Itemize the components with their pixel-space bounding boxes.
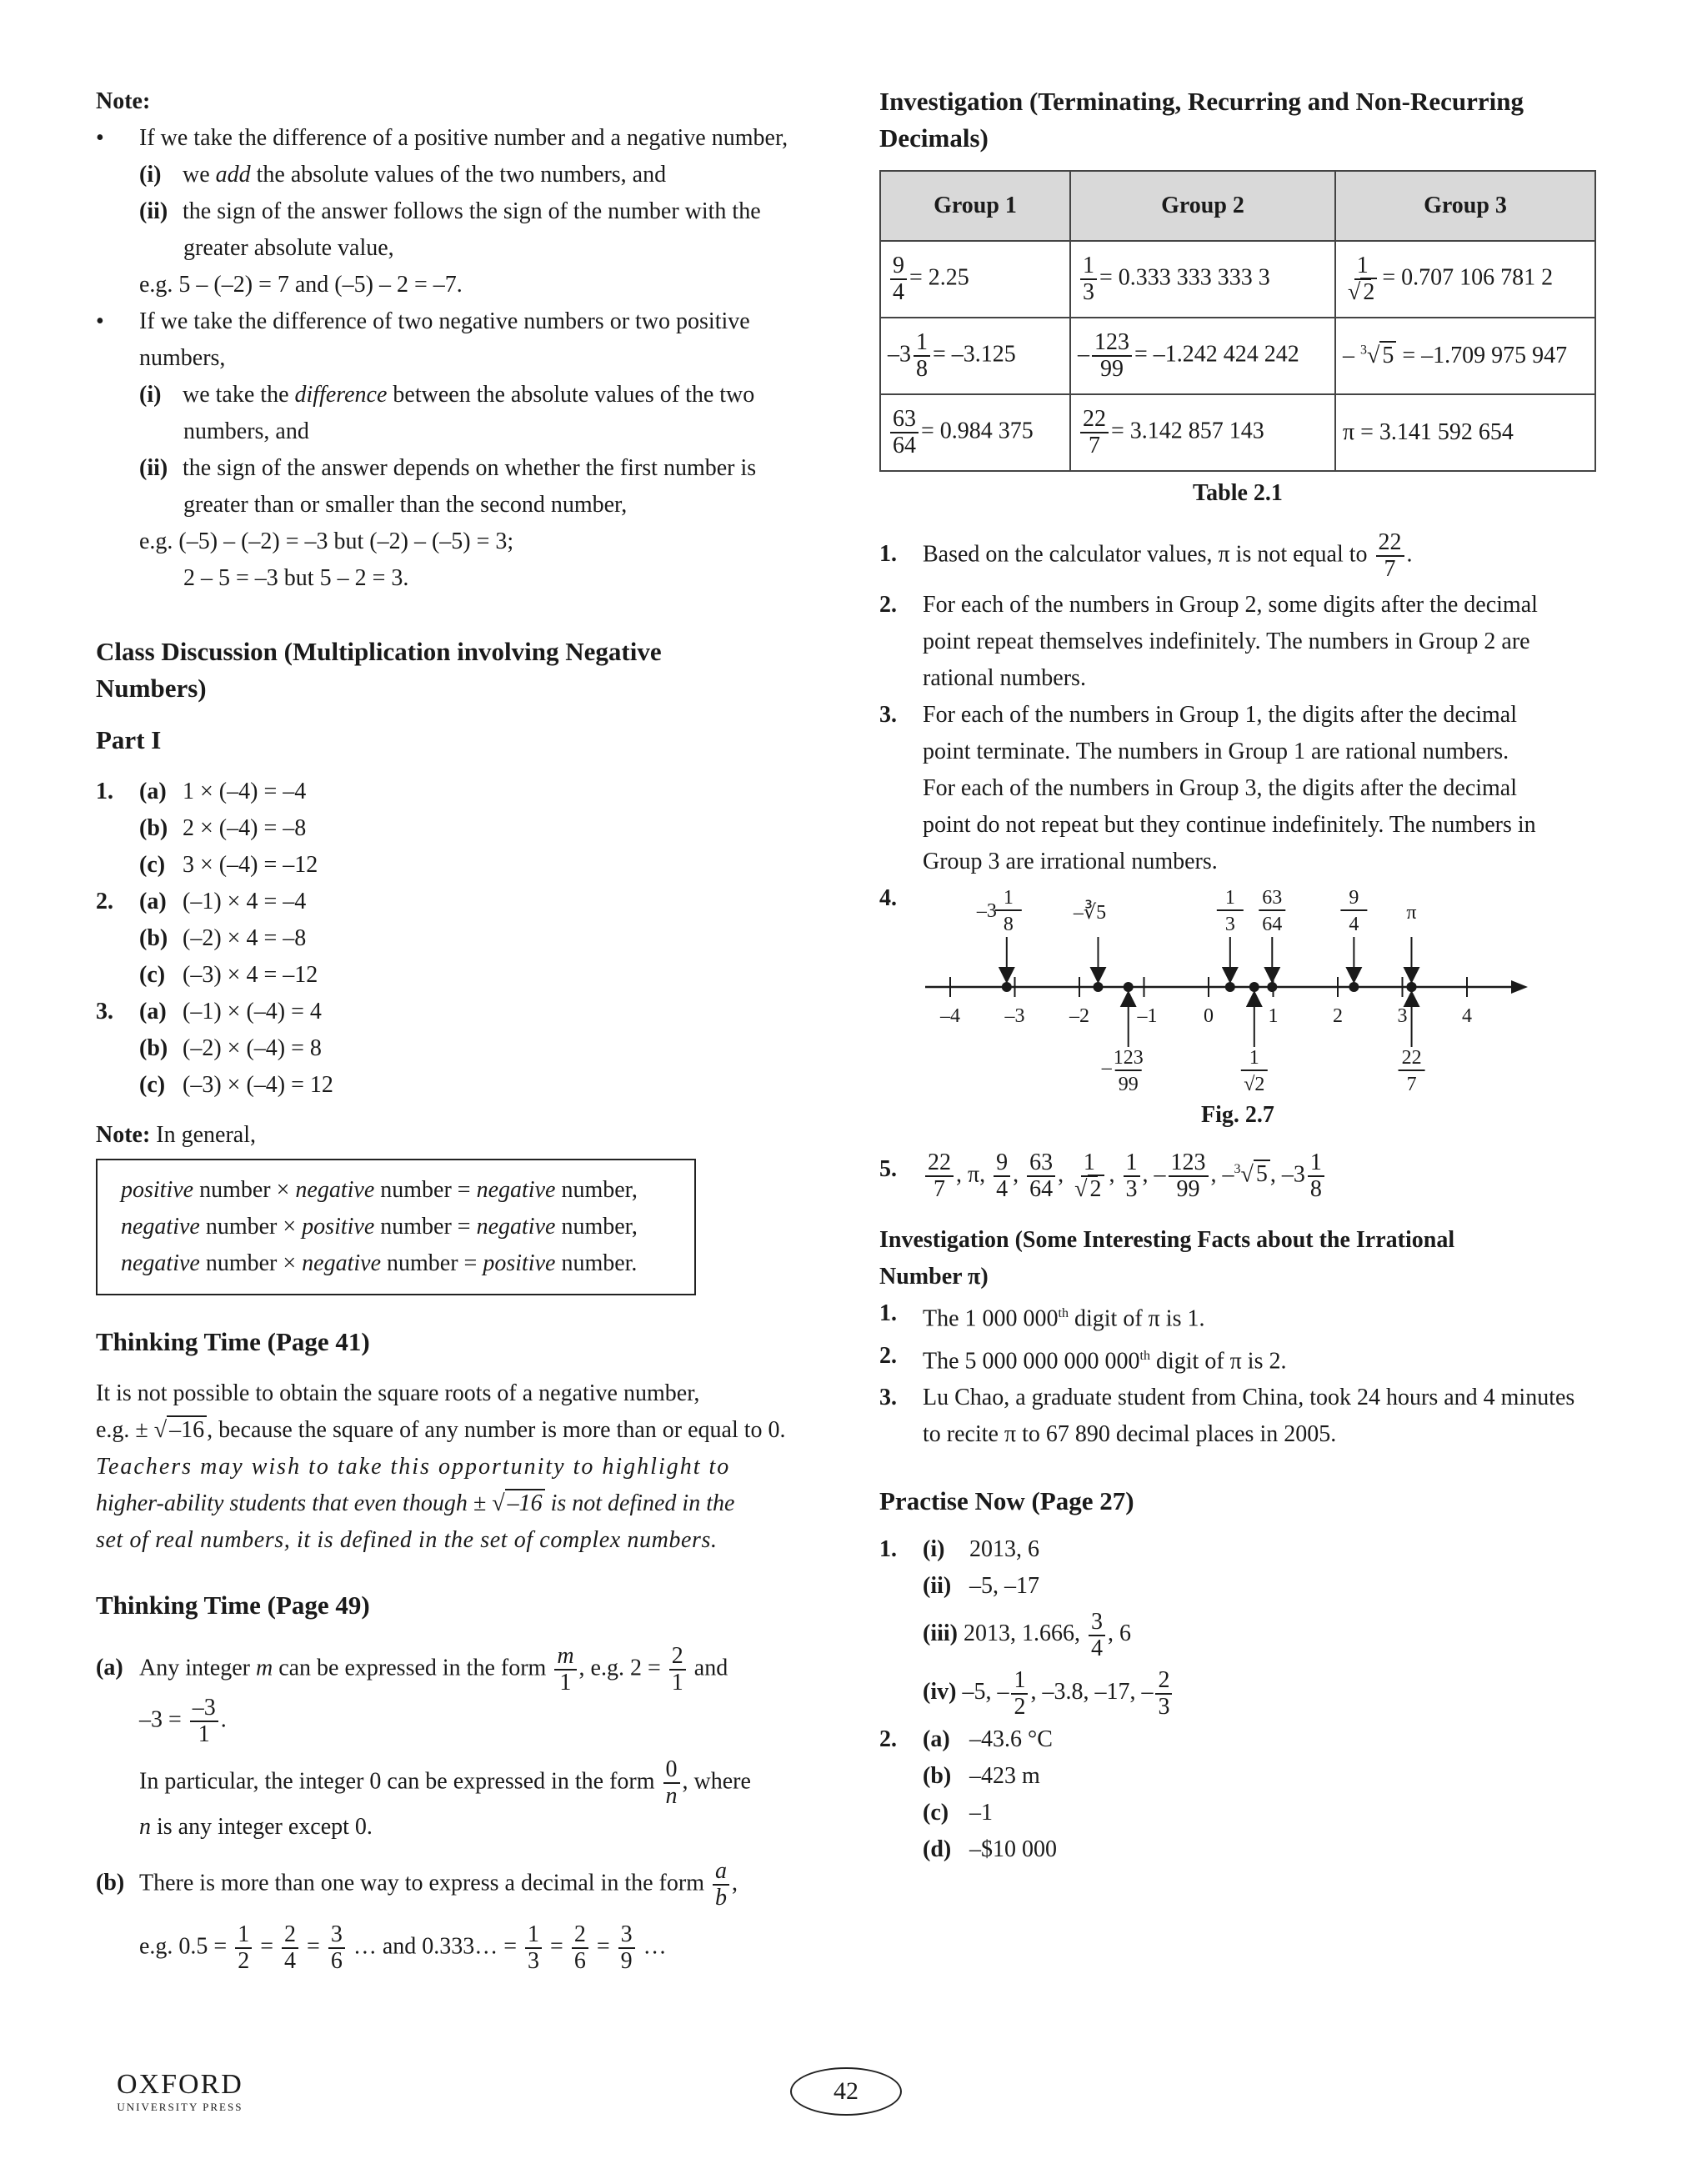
number-line-label-denominator: 7 [1406, 1074, 1417, 1095]
investigation-title-2: Decimals) [879, 123, 989, 153]
number-line-tick-label: –2 [1069, 1005, 1089, 1027]
table-header: Group 1 [880, 171, 1070, 241]
tt41-italic-2: higher-ability students that even though ± √ –16 is not defined in the [96, 1490, 735, 1516]
number-line-tick-label: 0 [1204, 1005, 1214, 1027]
number-line-label-denominator: 99 [1118, 1074, 1139, 1095]
number-line-point [1249, 982, 1259, 992]
number-line-label-numerator: 22 [1401, 1047, 1422, 1069]
class-discussion-title-2: Numbers) [96, 674, 207, 703]
number-line-label-denominator: 8 [1003, 914, 1014, 935]
note-b2-cont: numbers, [139, 345, 226, 371]
number-line-label: π [1406, 902, 1417, 924]
table-cell: $\frac{1}{√ 2}$ = 0.707 106 781 2 [1335, 241, 1595, 318]
table-header-row [880, 171, 1595, 241]
q3: 3. For each of the numbers in Group 1, the digits after the decimal point terminate. The numbers in Group 1 are rational numbers. For each of the numbers in Group 3, the digits after the decimal point do not repeat but they continue indefinitely. The numbers in Group 3 are irrational numbers. [879, 702, 1536, 874]
table-header: Group 2 [1070, 171, 1335, 241]
axis-arrow-head [1511, 980, 1528, 994]
note-b2-ii-cont: greater than or smaller than the second number, [183, 492, 628, 518]
tt41-line-1: It is not possible to obtain the square roots of a negative number, [96, 1380, 700, 1406]
number-line-label-numerator: 1 [1224, 887, 1235, 909]
part-1-item: 2. (a) (–1) × 4 = –4 [96, 889, 307, 914]
tt49-a: (a) Any integer m can be expressed in the form $\frac{m}{1}$ , e.g. 2 = $\frac{2}{1}$ and [96, 1643, 728, 1696]
investigation-title-1: Investigation (Terminating, Recurring and Non-Recurring [879, 87, 1524, 116]
number-line-tick-label: –4 [940, 1005, 960, 1027]
table-cell: – $^3$√ 5 = –1.709 975 947 [1335, 318, 1595, 394]
tt49-a-particular: In particular, the integer 0 can be expressed in the form $\frac{0}{n}$ , where [139, 1756, 751, 1809]
part-1-item: (c) (–3) × 4 = –12 [139, 962, 318, 988]
note-bullet-1: • If we take the difference of a positive number and a negative number, [96, 125, 788, 151]
table-cell: $\frac{9}{4}$ = 2.25 [880, 241, 1070, 318]
part-1-item: (b) (–2) × 4 = –8 [139, 925, 307, 951]
number-line-point [1349, 982, 1359, 992]
number-line-label-numerator: 1 [1249, 1047, 1259, 1069]
investigation2-title-2: Number π) [879, 1264, 989, 1290]
table-row [880, 318, 1595, 394]
part-1-heading: Part I [96, 725, 162, 754]
inv2-fact-2: 2. The 5 000 000 000 000th digit of π is 2. [879, 1342, 1287, 1374]
table-cell: $\frac{22}{7}$ = 3.142 857 143 [1070, 394, 1335, 471]
table-header: Group 3 [1335, 171, 1595, 241]
number-line-label-denominator: √2 [1244, 1074, 1265, 1095]
table-cell: π = 3.141 592 654 [1335, 394, 1595, 471]
tt41-line-2: e.g. ± √ –16 , because the square of any number is more than or equal to 0. [96, 1417, 786, 1443]
number-line-tick-label: 2 [1333, 1005, 1343, 1027]
note-b2-i-cont: numbers, and [183, 418, 309, 444]
q1: 1. Based on the calculator values, π is not equal to $\frac{22}{7}$ . [879, 529, 1413, 582]
number-line-point [1267, 982, 1277, 992]
tt49-a-particular-cont: n is any integer except 0. [139, 1814, 373, 1840]
general-note: Note: In general, [96, 1122, 257, 1148]
page-number: 42 [790, 2067, 902, 2116]
number-line-tick-label: –3 [1004, 1005, 1025, 1027]
note-b2-eg1: e.g. (–5) – (–2) = –3 but (–2) – (–5) = 3; [139, 528, 514, 554]
number-line-point [1407, 982, 1417, 992]
table-cell: – $\frac{123}{99}$ = –1.242 424 242 [1070, 318, 1335, 394]
table-cell: $\frac{63}{64}$ = 0.984 375 [880, 394, 1070, 471]
number-line-tick-label: –1 [1137, 1005, 1158, 1027]
note-b1-ii: (ii) the sign of the answer follows the sign of the number with the [139, 198, 761, 224]
note-bullet-2: • If we take the difference of two negative numbers or two positive [96, 308, 750, 334]
number-line-label-denominator: 3 [1224, 914, 1235, 935]
tt41-italic-3: set of real numbers, it is defined in the set of complex numbers. [96, 1527, 718, 1553]
note-b1-i: (i) we add the absolute values of the two numbers, and [139, 162, 667, 188]
number-line-point [1124, 982, 1134, 992]
part-1-item: (b) (–2) × (–4) = 8 [139, 1035, 322, 1061]
thinking-time-49-title: Thinking Time (Page 49) [96, 1590, 370, 1620]
part-1-item: (c) 3 × (–4) = –12 [139, 852, 318, 878]
number-line-tick-label: 1 [1268, 1005, 1279, 1027]
sign-rules-box [96, 1159, 696, 1295]
investigation2-title-1: Investigation (Some Interesting Facts about the Irrational [879, 1227, 1455, 1254]
number-line-tick-label: 3 [1397, 1005, 1408, 1027]
publisher-logo: OXFORD UNIVERSITY PRESS [117, 2069, 243, 2113]
inv2-fact-1: 1. The 1 000 000th digit of π is 1. [879, 1300, 1205, 1332]
number-line-label-numerator: 123 [1113, 1047, 1144, 1069]
inv2-fact-3: 3. Lu Chao, a graduate student from China, took 24 hours and 4 minutes to recite π to 67 890 decimal places in 2005. [879, 1384, 1575, 1447]
part-1-item: (b) 2 × (–4) = –8 [139, 815, 307, 841]
number-line-figure [879, 880, 1596, 1097]
q2: 2. For each of the numbers in Group 2, some digits after the decimal point repeat themselves indefinitely. The numbers in Group 2 are rational numbers. [879, 592, 1538, 691]
number-line-label: –∛5 [1073, 902, 1107, 924]
number-line-label-whole: –3 [976, 900, 997, 922]
tt49-b: (b) There is more than one way to express a decimal in the form $\frac{a}{b}$ , [96, 1858, 738, 1911]
number-line-label-numerator: 1 [1003, 887, 1014, 909]
class-discussion-title-1: Class Discussion (Multiplication involving Negative [96, 637, 662, 666]
tt41-italic-1: Teachers may wish to take this opportunity to highlight to [96, 1454, 731, 1480]
number-line-point [1002, 982, 1012, 992]
table-row [880, 394, 1595, 471]
table-caption: Table 2.1 [1193, 480, 1283, 506]
number-line-point [1225, 982, 1235, 992]
part-1-item: 3. (a) (–1) × (–4) = 4 [96, 999, 322, 1024]
number-line-point [1093, 982, 1103, 992]
practise-now-title: Practise Now (Page 27) [879, 1485, 1134, 1515]
note-b2-i: (i) we take the difference between the absolute values of the two [139, 382, 755, 408]
number-line-label-denominator: 4 [1349, 914, 1359, 935]
number-line-label-numerator: 63 [1262, 887, 1283, 909]
part-1-item: (c) (–3) × (–4) = 12 [139, 1072, 333, 1098]
part-1-list [96, 774, 817, 1104]
number-line-label-minus: – [1101, 1057, 1112, 1079]
table-row [880, 241, 1595, 318]
note-b2-eg2: 2 – 5 = –3 but 5 – 2 = 3. [183, 565, 409, 591]
tt49-b-eg: e.g. 0.5 = $\frac{1}{2}$ = $\frac{2}{4}$ = $\frac{3}{6}$ … and 0.333… = $\frac{1}{3}$ = $\frac{2}{6}$ = $\frac{3}{9}$ … [139, 1921, 667, 1974]
tt49-a-cont: –3 = $\frac{-3}{1}$ . [139, 1695, 227, 1747]
decimals-table [879, 170, 1596, 472]
right-column [879, 83, 1596, 1868]
part-1-item: 1. (a) 1 × (–4) = –4 [96, 779, 307, 804]
q4-number-line: 4. –4 –3 –2 –1 0 1 2 3 4 –3 1 8 –∛5 – 123 99 1 3 1 √2 63 64 9 4 π 22 7 [879, 880, 1596, 1097]
thinking-time-41-title: Thinking Time (Page 41) [96, 1327, 370, 1356]
pn-1: 1. (i) 2013, 6 (ii) –5, –17 (iii) 2013, 1.666, $\frac{3}{4}$ , 6 (iv) –5, – $\frac{1}{2}$ , –3.8, –17, – $\frac{2}{3}$ [879, 1531, 1596, 1721]
number-line-label-numerator: 9 [1349, 887, 1359, 909]
number-line-tick-label: 4 [1462, 1005, 1472, 1027]
table-cell: –3 $\frac{1}{8}$ = –3.125 [880, 318, 1070, 394]
q5: 5. $\frac{22}{7}$ , π, $\frac{9}{4}$ , $\frac{63}{64}$ , $\frac{1}{√ 2}$ , $\frac{1}{3}$ , – $\frac{123}{99}$ , –$^3$√ 5 , –3 $\frac{1}{8}$ [879, 1140, 1596, 1204]
note-b1-eg: e.g. 5 – (–2) = 7 and (–5) – 2 = –7. [139, 272, 463, 298]
sign-rule-2: negative number × positive number = negative number, [121, 1214, 638, 1240]
note-b1-ii-cont: greater absolute value, [183, 235, 394, 261]
table-cell: $\frac{1}{3}$ = 0.333 333 333 3 [1070, 241, 1335, 318]
sign-rule-3: negative number × negative number = positive number. [121, 1250, 638, 1276]
pn-2: 2. (a) –43.6 °C (b) –423 m (c) –1 (d) –$10 000 [879, 1726, 1057, 1862]
left-column [96, 83, 817, 1974]
number-line-label-denominator: 64 [1262, 914, 1283, 935]
sign-rule-1: positive number × negative number = negative number, [121, 1177, 638, 1203]
figure-caption: Fig. 2.7 [1201, 1102, 1274, 1128]
note-title: Note: [96, 88, 151, 114]
note-b2-ii: (ii) the sign of the answer depends on whether the first number is [139, 455, 757, 481]
